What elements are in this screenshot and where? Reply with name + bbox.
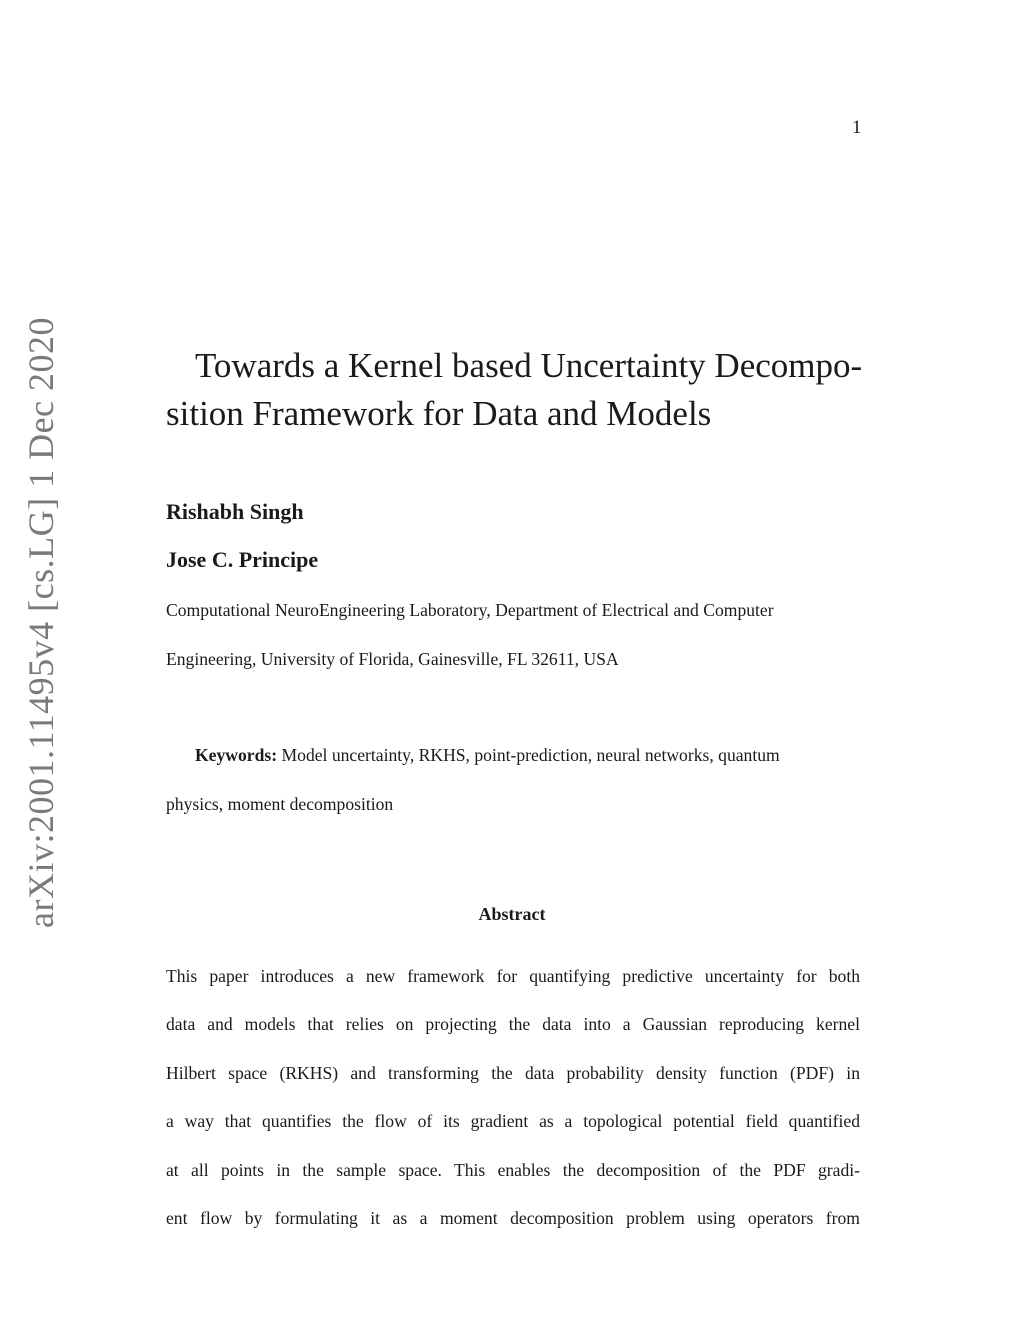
keywords-line-2: physics, moment decomposition	[166, 794, 394, 814]
paper-title	[166, 342, 866, 438]
abstract-line: data and models that relies on projecting the data into a Gaussian reproducing kernel	[166, 1014, 860, 1034]
paper-title-line-2: sition Framework for Data and Models	[166, 394, 712, 433]
abstract-line: Hilbert space (RKHS) and transforming the data probability density function (PDF) in	[166, 1063, 860, 1083]
abstract-line: ent flow by formulating it as a moment decomposition problem using operators from	[166, 1208, 860, 1228]
paper-title-line-1: Towards a Kernel based Uncertainty Decompo-	[195, 346, 863, 385]
abstract-line: This paper introduces a new framework for quantifying predictive uncertainty for both	[166, 966, 860, 986]
affiliation-line-1: Computational NeuroEngineering Laboratory, Department of Electrical and Computer	[166, 600, 774, 620]
author-name: Rishabh Singh	[166, 499, 304, 524]
page-number: 1	[852, 117, 862, 138]
keywords-text: Model uncertainty, RKHS, point-prediction, neural networks, quantum	[281, 745, 780, 765]
abstract-line: at all points in the sample space. This enables the decomposition of the PDF gradi-	[166, 1160, 860, 1180]
abstract-heading: Abstract	[478, 904, 546, 924]
author-name: Jose C. Principe	[166, 547, 319, 572]
arxiv-identifier-stamp: arXiv:2001.11495v4 [cs.LG] 1 Dec 2020	[21, 316, 61, 928]
affiliation-line-2: Engineering, University of Florida, Gainesville, FL 32611, USA	[166, 649, 619, 669]
keywords-line-1	[166, 745, 780, 766]
abstract-line: a way that quantifies the flow of its gradient as a topological potential field quantified	[166, 1111, 860, 1131]
keywords-label: Keywords:	[195, 745, 278, 765]
